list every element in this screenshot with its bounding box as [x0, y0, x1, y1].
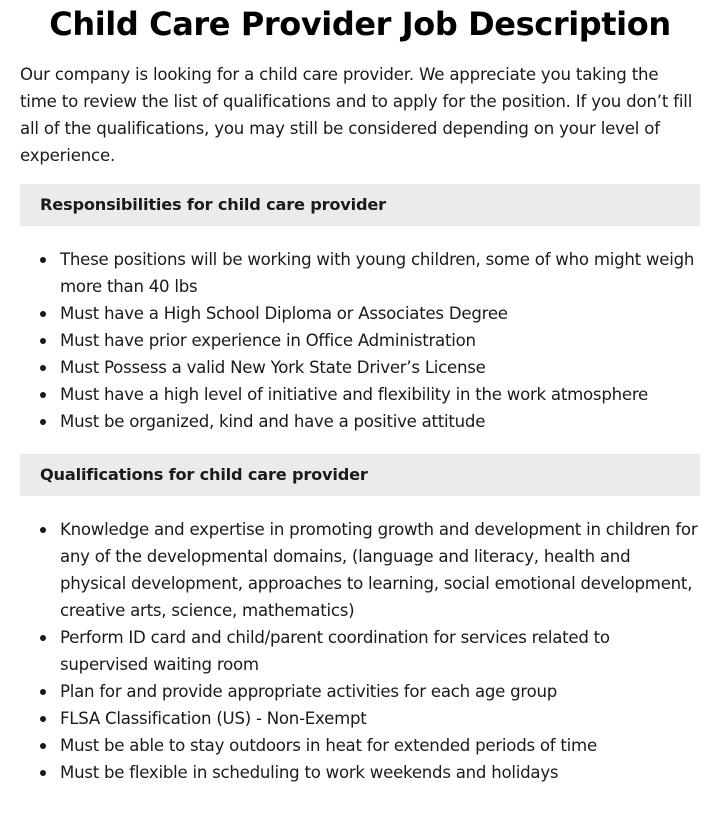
list-item: Must have a high level of initiative and flexibility in the work atmosphere — [60, 381, 700, 408]
list-item: Must be able to stay outdoors in heat for extended periods of time — [60, 732, 700, 759]
list-item: Must be organized, kind and have a positive attitude — [60, 408, 700, 435]
list-item: FLSA Classification (US) - Non-Exempt — [60, 705, 700, 732]
intro-paragraph: Our company is looking for a child care provider. We appreciate you taking the time to review the list of qualifications and to apply for the position. If you don’t fill all of the qualifications, you may still be considered depending on your level of experience. — [20, 65, 693, 165]
responsibilities-list — [20, 226, 700, 435]
page-title: Child Care Provider Job Description — [49, 5, 671, 43]
list-item: Must Possess a valid New York State Driver’s License — [60, 354, 700, 381]
qualifications-heading: Qualifications for child care provider — [20, 454, 700, 496]
qualifications-list — [20, 496, 700, 786]
list-item: Must have prior experience in Office Administration — [60, 327, 700, 354]
list-item: Plan for and provide appropriate activities for each age group — [60, 678, 700, 705]
list-item: Knowledge and expertise in promoting growth and development in children for any of the developmental domains, (language and literacy, health and physical development, approaches to learning, social emotional development, creative arts, science, mathematics) — [60, 516, 700, 624]
list-item: Perform ID card and child/parent coordination for services related to supervised waiting room — [60, 624, 700, 678]
responsibilities-heading: Responsibilities for child care provider — [20, 184, 700, 226]
list-item: Must be flexible in scheduling to work weekends and holidays — [60, 759, 700, 786]
list-item: These positions will be working with young children, some of who might weigh more than 40 lbs — [60, 246, 700, 300]
list-item: Must have a High School Diploma or Associates Degree — [60, 300, 700, 327]
